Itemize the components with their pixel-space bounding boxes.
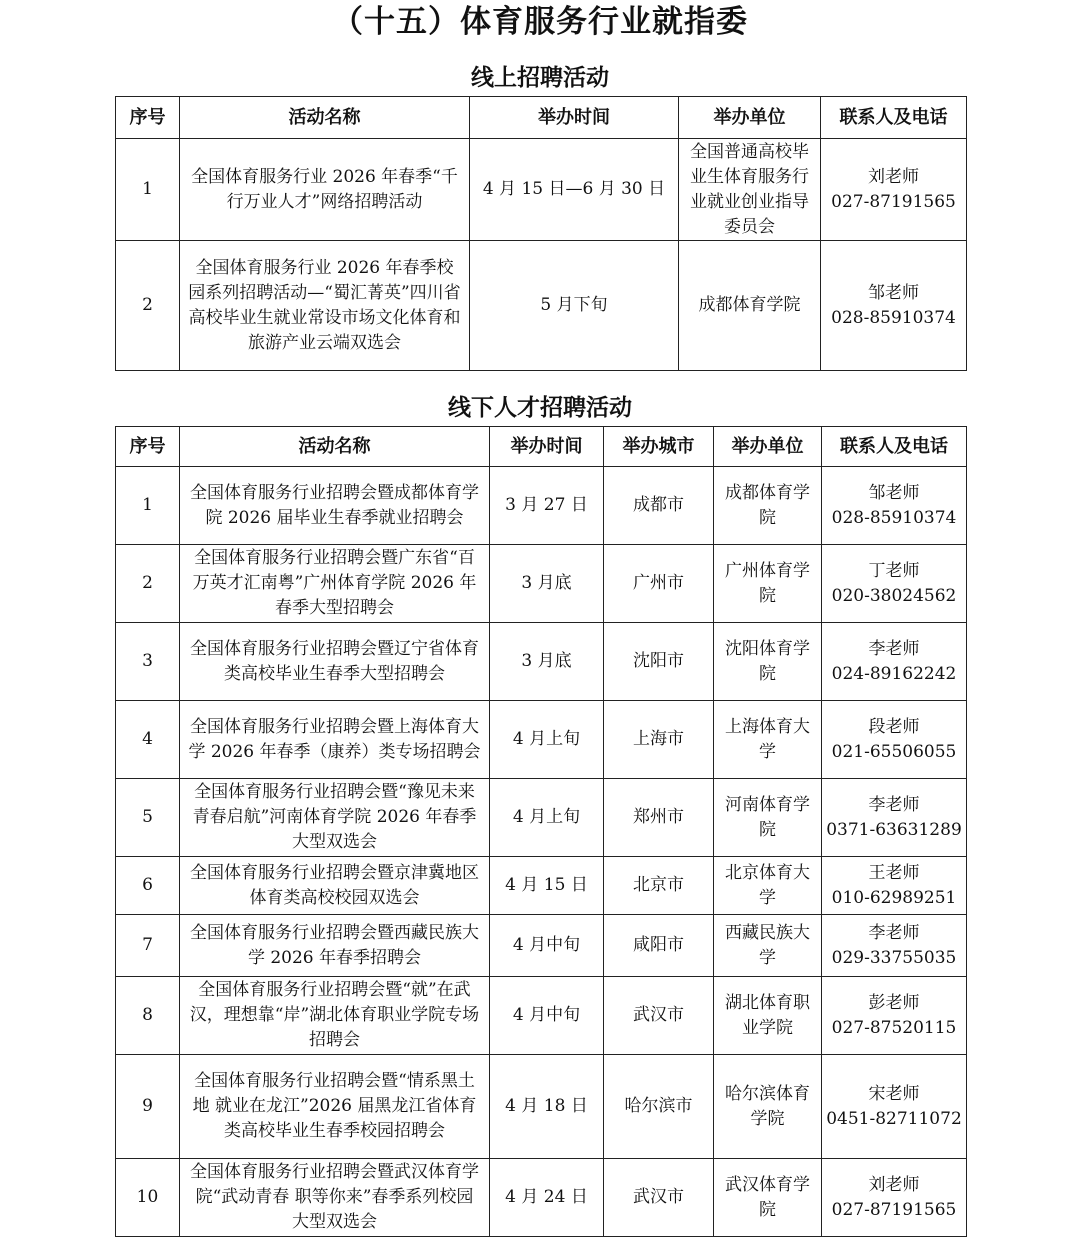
activity-name: 全国体育服务行业 2026 年春季校园系列招聘活动—“蜀汇菁英”四川省高校毕业生就业常设市场文化体育和旅游产业云端双选会: [180, 241, 470, 371]
activity-name: 全国体育服务行业招聘会暨武汉体育学院“武动青春 职等你来”春季系列校园大型双选会: [180, 1159, 490, 1237]
contact-phone: 027-87191565: [831, 191, 956, 212]
activity-name: 全国体育服务行业 2026 年春季“千行万业人才”网络招聘活动: [180, 139, 470, 241]
header-org: 举办单位: [679, 97, 821, 139]
row-seq: 4: [116, 701, 180, 779]
table-row: [116, 545, 967, 623]
activity-time: 3 月底: [490, 545, 604, 623]
activity-name: 全国体育服务行业招聘会暨广东省“百万英才汇南粤”广州体育学院 2026 年春季大型招聘会: [180, 545, 490, 623]
activity-name: 全国体育服务行业招聘会暨“情系黑土地 就业在龙江”2026 届黑龙江省体育类高校毕业生春季校园招聘会: [180, 1055, 490, 1159]
contact-phone: 0451-82711072: [826, 1108, 962, 1129]
activity-name: 全国体育服务行业招聘会暨“豫见未来 青春启航”河南体育学院 2026 年春季大型双选会: [180, 779, 490, 857]
row-seq: 5: [116, 779, 180, 857]
contact-phone: 010-62989251: [831, 887, 957, 908]
host-city: 郑州市: [604, 779, 714, 857]
contact-cell: [822, 977, 967, 1055]
contact-person: 邹老师: [868, 482, 920, 503]
contact-phone: 027-87191565: [831, 1199, 957, 1220]
activity-time: 3 月底: [490, 623, 604, 701]
host-organization: 上海体育大学: [714, 701, 822, 779]
row-seq: 7: [116, 915, 180, 977]
table-row: [116, 241, 967, 371]
contact-phone: 021-65506055: [831, 741, 957, 762]
contact-phone: 028-85910374: [831, 307, 956, 328]
host-city: 武汉市: [604, 1159, 714, 1237]
contact-person: 李老师: [868, 922, 920, 943]
activity-time: 4 月 24 日: [490, 1159, 604, 1237]
host-organization: 成都体育学院: [679, 241, 821, 371]
host-city: 上海市: [604, 701, 714, 779]
activity-time: 3 月 27 日: [490, 467, 604, 545]
header-name: 活动名称: [180, 97, 470, 139]
row-seq: 6: [116, 857, 180, 915]
activity-name: 全国体育服务行业招聘会暨“就”在武汉，理想靠“岸”湖北体育职业学院专场招聘会: [180, 977, 490, 1055]
contact-person: 刘老师: [868, 1174, 920, 1195]
online-recruitment-table: [115, 96, 967, 371]
host-organization: 北京体育大学: [714, 857, 822, 915]
header-contact: 联系人及电话: [822, 427, 967, 467]
header-contact: 联系人及电话: [821, 97, 967, 139]
offline-recruitment-table: [115, 426, 967, 1237]
page-title: （十五）体育服务行业就指委: [332, 4, 748, 40]
table-row: [116, 779, 967, 857]
activity-name: 全国体育服务行业招聘会暨京津冀地区体育类高校校园双选会: [180, 857, 490, 915]
table-row: [116, 139, 967, 241]
host-city: 沈阳市: [604, 623, 714, 701]
activity-name: 全国体育服务行业招聘会暨上海体育大学 2026 年春季（康养）类专场招聘会: [180, 701, 490, 779]
contact-phone: 027-87520115: [831, 1017, 957, 1038]
activity-time: 4 月上旬: [490, 779, 604, 857]
offline-section-title: 线下人才招聘活动: [448, 395, 632, 421]
header-time: 举办时间: [490, 427, 604, 467]
header-seq: 序号: [116, 97, 180, 139]
table-row: [116, 467, 967, 545]
header-org: 举办单位: [714, 427, 822, 467]
contact-phone: 028-85910374: [831, 507, 957, 528]
activity-time: 4 月中旬: [490, 915, 604, 977]
row-seq: 1: [116, 139, 180, 241]
table-row: [116, 701, 967, 779]
activity-time: 4 月上旬: [490, 701, 604, 779]
contact-phone: 0371-63631289: [826, 819, 962, 840]
row-seq: 8: [116, 977, 180, 1055]
host-city: 咸阳市: [604, 915, 714, 977]
contact-person: 邹老师: [868, 282, 919, 303]
activity-time: 4 月 18 日: [490, 1055, 604, 1159]
row-seq: 10: [116, 1159, 180, 1237]
contact-cell: [822, 1055, 967, 1159]
row-seq: 1: [116, 467, 180, 545]
table-row: [116, 915, 967, 977]
row-seq: 2: [116, 545, 180, 623]
activity-name: 全国体育服务行业招聘会暨辽宁省体育类高校毕业生春季大型招聘会: [180, 623, 490, 701]
host-city: 广州市: [604, 545, 714, 623]
host-city: 成都市: [604, 467, 714, 545]
host-organization: 广州体育学院: [714, 545, 822, 623]
contact-person: 李老师: [868, 794, 920, 815]
contact-phone: 029-33755035: [831, 947, 957, 968]
contact-phone: 024-89162242: [831, 663, 957, 684]
contact-person: 王老师: [868, 862, 920, 883]
host-organization: 成都体育学院: [714, 467, 822, 545]
contact-cell: [822, 915, 967, 977]
host-organization: 全国普通高校毕业生体育服务行业就业创业指导委员会: [679, 139, 821, 241]
table-row: [116, 857, 967, 915]
host-organization: 湖北体育职业学院: [714, 977, 822, 1055]
header-name: 活动名称: [180, 427, 490, 467]
table-row: [116, 623, 967, 701]
contact-phone: 020-38024562: [831, 585, 957, 606]
table-row: [116, 1159, 967, 1237]
host-city: 哈尔滨市: [604, 1055, 714, 1159]
activity-time: 4 月 15 日: [490, 857, 604, 915]
host-organization: 沈阳体育学院: [714, 623, 822, 701]
contact-cell: [822, 623, 967, 701]
contact-cell: [822, 1159, 967, 1237]
contact-cell: [821, 241, 967, 371]
host-city: 武汉市: [604, 977, 714, 1055]
table-row: [116, 1055, 967, 1159]
contact-cell: [822, 467, 967, 545]
row-seq: 9: [116, 1055, 180, 1159]
contact-cell: [822, 545, 967, 623]
host-city: 北京市: [604, 857, 714, 915]
contact-cell: [822, 701, 967, 779]
activity-name: 全国体育服务行业招聘会暨成都体育学院 2026 届毕业生春季就业招聘会: [180, 467, 490, 545]
host-organization: 武汉体育学院: [714, 1159, 822, 1237]
host-organization: 西藏民族大学: [714, 915, 822, 977]
contact-person: 段老师: [868, 716, 920, 737]
contact-person: 彭老师: [868, 992, 920, 1013]
host-organization: 哈尔滨体育学院: [714, 1055, 822, 1159]
header-seq: 序号: [116, 427, 180, 467]
contact-person: 丁老师: [868, 560, 920, 581]
table-header-row: [116, 427, 967, 467]
contact-cell: [821, 139, 967, 241]
contact-person: 李老师: [868, 638, 920, 659]
header-time: 举办时间: [470, 97, 679, 139]
activity-time: 4 月中旬: [490, 977, 604, 1055]
table-header-row: [116, 97, 967, 139]
activity-time: 4 月 15 日—6 月 30 日: [470, 139, 679, 241]
host-organization: 河南体育学院: [714, 779, 822, 857]
activity-name: 全国体育服务行业招聘会暨西藏民族大学 2026 年春季招聘会: [180, 915, 490, 977]
contact-cell: [822, 857, 967, 915]
online-section-title: 线上招聘活动: [471, 65, 609, 91]
contact-person: 刘老师: [868, 166, 919, 187]
header-city: 举办城市: [604, 427, 714, 467]
contact-cell: [822, 779, 967, 857]
activity-time: 5 月下旬: [470, 241, 679, 371]
table-row: [116, 977, 967, 1055]
contact-person: 宋老师: [868, 1083, 920, 1104]
row-seq: 2: [116, 241, 180, 371]
row-seq: 3: [116, 623, 180, 701]
